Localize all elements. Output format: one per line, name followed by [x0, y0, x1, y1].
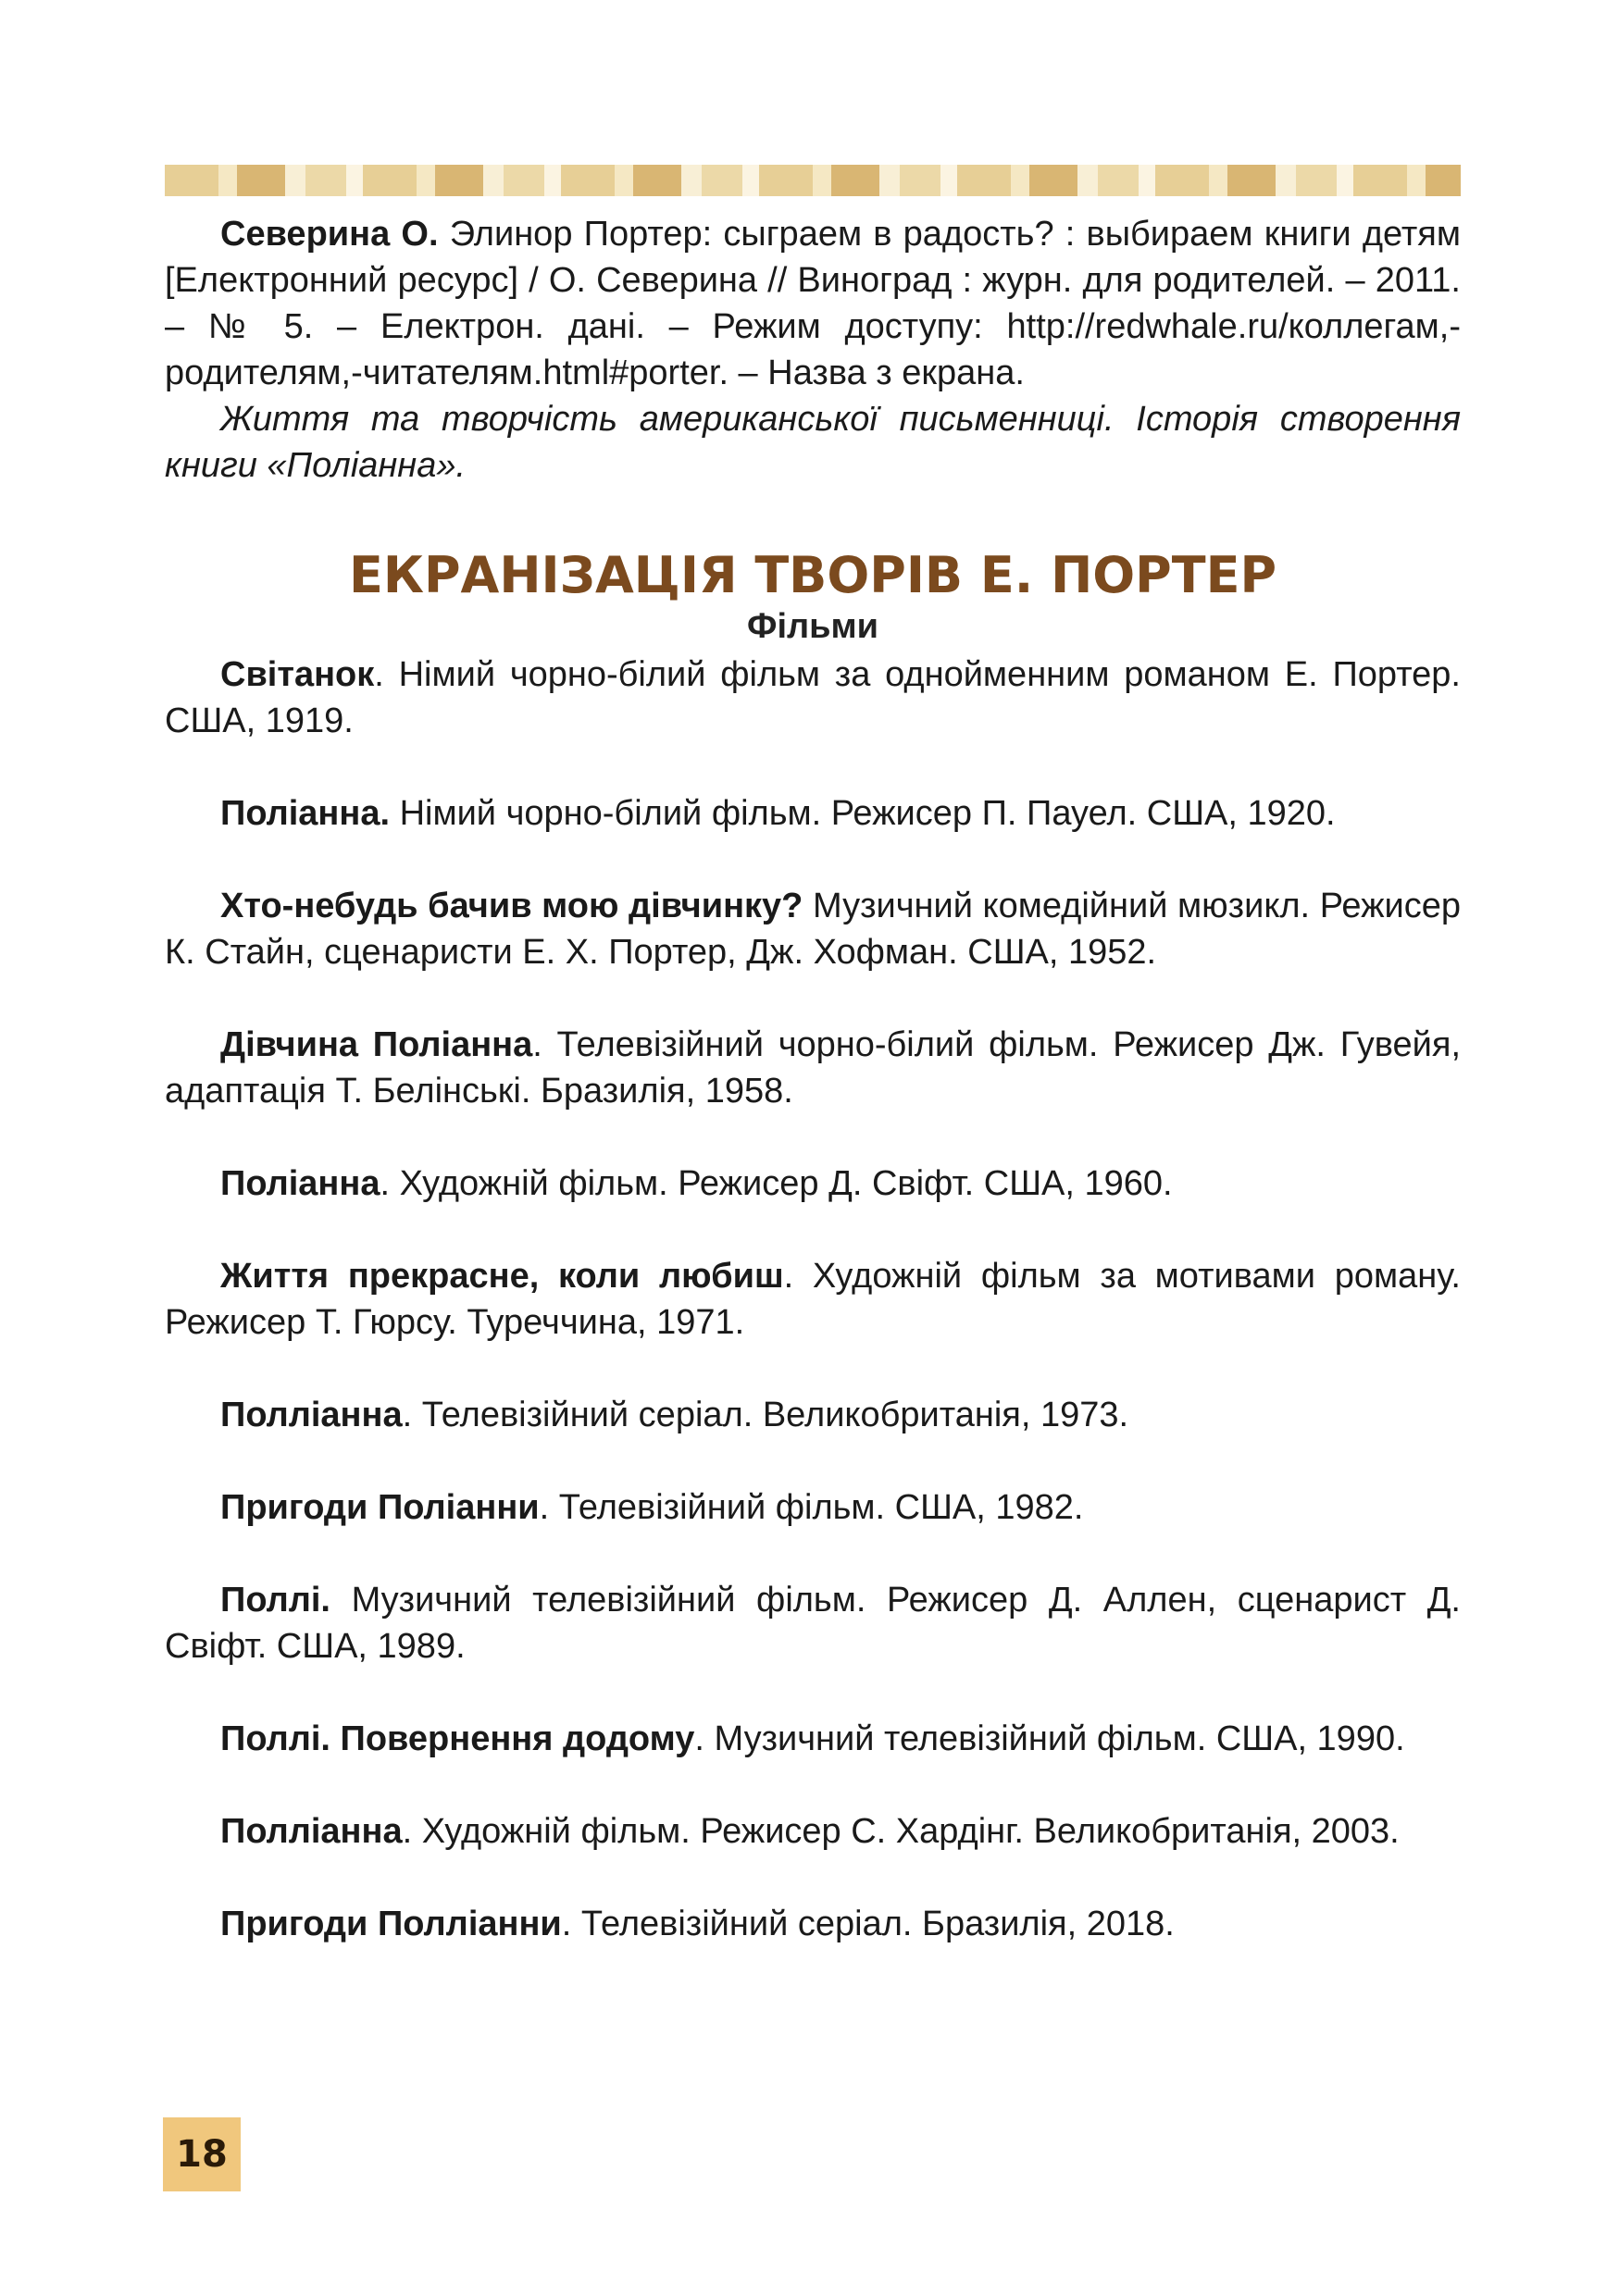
film-entry	[165, 1901, 1461, 1947]
section-title: ЕКРАНІЗАЦІЯ ТВОРІВ Е. ПОРТЕР	[348, 546, 1277, 604]
film-details: . Художній фільм. Режисер Д. Свіфт. США, 1960.	[380, 1164, 1173, 1203]
film-details: . Телевізійний фільм. США, 1982.	[539, 1488, 1084, 1527]
film-entry	[165, 1808, 1461, 1855]
film-title: Полліанна	[220, 1396, 403, 1434]
film-title: Світанок	[220, 655, 375, 694]
film-title: Поліанна.	[220, 794, 391, 833]
film-title: Пригоди Полліанни	[220, 1905, 562, 1943]
film-entry	[165, 1253, 1461, 1346]
film-title: Поліанна	[220, 1164, 380, 1203]
bibliography-text: Элинор Портер: сыграем в радость? : выбираем книги детям [Електронний ресурс] / О. Северина // Виноград : журн. для родителей. – 2011. – № 5. – Електрон. дані. – Режим доступу: http://redwhale.ru/коллегам,-родителям,-читателям.html#porter. – Назва з екрана.	[165, 215, 1461, 392]
film-details: . Телевізійний серіал. Великобританія, 1973.	[402, 1396, 1129, 1434]
film-entry	[165, 883, 1461, 975]
page-number: 18	[163, 2117, 241, 2191]
film-title: Пригоди Поліанни	[220, 1488, 540, 1527]
film-entry	[165, 1577, 1461, 1669]
bibliography-entry	[165, 211, 1461, 396]
film-entry	[165, 1392, 1461, 1438]
bibliography-author: Северина О.	[220, 215, 439, 254]
film-title: Поллі.	[220, 1581, 330, 1620]
film-entry	[165, 790, 1461, 837]
film-title: Дівчина Поліанна	[220, 1025, 533, 1064]
film-list	[165, 652, 1461, 1947]
bibliography-annotation: Життя та творчість американської письменниці. Історія створення книги «Поліанна».	[165, 400, 1461, 485]
film-entry	[165, 1716, 1461, 1762]
film-title: Поллі. Повернення додому	[220, 1719, 695, 1758]
page-content	[165, 211, 1461, 1993]
film-details: . Музичний телевізійний фільм. США, 1990.	[694, 1719, 1405, 1758]
film-details: Музичний комедійний мюзикл. Режисер К. Стайн, сценаристи Е. Х. Портер, Дж. Хофман. США, 1952.	[165, 887, 1461, 972]
film-title: Хто-небудь бачив мою дівчинку?	[220, 887, 803, 925]
film-title: Полліанна	[220, 1812, 403, 1851]
decorative-header-band	[165, 165, 1461, 196]
film-details: . Художній фільм. Режисер С. Хардінг. Великобританія, 2003.	[402, 1812, 1400, 1851]
subsection-title: Фільми	[747, 607, 878, 646]
film-details: . Телевізійний чорно-білий фільм. Режисер Дж. Гувейя, адаптація Т. Белінські. Бразилія, 1958.	[165, 1025, 1462, 1111]
film-entry	[165, 652, 1461, 744]
film-details: Німий чорно-білий фільм. Режисер П. Пауел. США, 1920.	[390, 794, 1336, 833]
film-entry	[165, 1160, 1461, 1207]
film-details: . Художній фільм за мотивами роману. Режисер Т. Гюрсу. Туреччина, 1971.	[165, 1257, 1461, 1342]
film-entry	[165, 1022, 1461, 1114]
film-entry	[165, 1484, 1461, 1531]
film-details: . Телевізійний серіал. Бразилія, 2018.	[561, 1905, 1175, 1943]
film-details: . Німий чорно-білий фільм за однойменним романом Е. Портер. США, 1919.	[165, 655, 1461, 740]
film-details: Музичний телевізійний фільм. Режисер Д. Аллен, сценарист Д. Свіфт. США, 1989.	[165, 1581, 1461, 1666]
film-title: Життя прекрасне, коли любиш	[220, 1257, 784, 1296]
